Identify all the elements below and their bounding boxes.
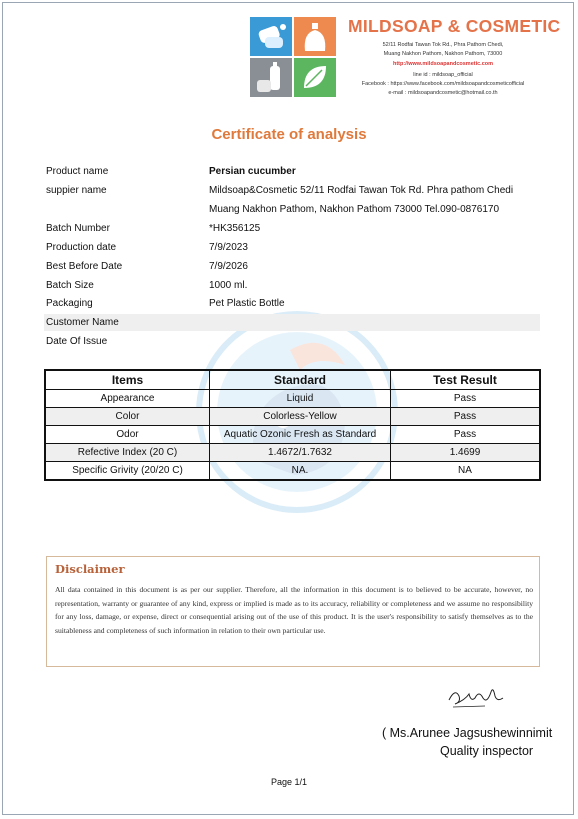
table-cell: Appearance [45, 390, 210, 408]
best-before-label: Best Before Date [46, 261, 123, 272]
inspector-name: ( Ms.Arunee Jagsushewinnimit [382, 726, 553, 740]
table-cell: Color [45, 408, 210, 426]
table-cell: 1.4699 [391, 444, 541, 462]
leaf-icon [294, 58, 336, 97]
supplier-name-label: suppier name [46, 185, 107, 196]
table-cell: Specific Grivity (20/20 C) [45, 462, 210, 481]
analysis-table [44, 369, 541, 481]
packaging-value: Pet Plastic Bottle [209, 298, 285, 309]
header-items: Items [45, 370, 210, 390]
company-name: MILDSOAP & COSMETIC [348, 16, 561, 36]
table-row [45, 444, 540, 462]
production-date-label: Production date [46, 242, 117, 253]
batch-number-label: Batch Number [46, 223, 110, 234]
table-cell: Liquid [210, 390, 391, 408]
packaging-label: Packaging [46, 298, 93, 309]
header-test-result: Test Result [391, 370, 541, 390]
table-header-row [45, 370, 540, 390]
table-cell: NA. [210, 462, 391, 481]
supplier-address-line-2: Muang Nakhon Pathom, Nakhon Pathom 73000 Tel.090-0876170 [209, 204, 500, 215]
batch-size-value: 1000 ml. [209, 280, 248, 291]
batch-number-value: *HK356125 [209, 223, 261, 234]
company-email: e-mail : mildsoapandcosmetic@hotmail.co.th [388, 90, 498, 96]
table-cell: Odor [45, 426, 210, 444]
supplier-address-line-1: Mildsoap&Cosmetic 52/11 Rodfai Tawan Tok Rd. Phra pathom Chedi [209, 185, 514, 196]
product-name-label: Product name [46, 166, 109, 177]
company-website-link[interactable]: http://www.mildsoapandcosmetic.com [392, 61, 494, 67]
company-address-1: 52/11 Rodfai Tawan Tok Rd., Phra Pathom Chedi, [382, 42, 504, 48]
bottle-icon [294, 17, 336, 56]
table-cell: 1.4672/1.7632 [210, 444, 391, 462]
handwritten-signature [445, 682, 505, 712]
company-address-2: Muang Nakhon Pathom, Nakhon Pathom, 73000 [383, 51, 503, 57]
product-name-value: Persian cucumber [209, 166, 296, 177]
company-facebook: Facebook : https://www.facebook.com/mildsoapandcosmeticofficial [361, 81, 525, 87]
soap-bar-icon [250, 17, 292, 56]
inspector-role: Quality inspector [440, 744, 534, 758]
batch-size-label: Batch Size [46, 280, 94, 291]
table-row [45, 390, 540, 408]
production-date-value: 7/9/2023 [209, 242, 248, 253]
table-cell: NA [391, 462, 541, 481]
table-row [45, 462, 540, 481]
table-cell: Refective Index (20 C) [45, 444, 210, 462]
page-number: Page 1/1 [270, 777, 308, 787]
disclaimer-box [46, 556, 540, 667]
table-row [45, 408, 540, 426]
table-cell: Aquatic Ozonic Fresh as Standard [210, 426, 391, 444]
table-cell: Pass [391, 390, 541, 408]
table-row [45, 426, 540, 444]
disclaimer-title: Disclaimer [55, 562, 125, 576]
table-cell: Colorless-Yellow [210, 408, 391, 426]
table-cell: Pass [391, 426, 541, 444]
customer-name-label: Customer Name [46, 317, 119, 328]
document-title: Certificate of analysis [211, 126, 367, 143]
table-cell: Pass [391, 408, 541, 426]
date-of-issue-label: Date Of Issue [46, 336, 108, 347]
best-before-value: 7/9/2026 [209, 261, 248, 272]
disclaimer-text: All data contained in this document is as per our supplier. Therefore, all the information in this document is to believed to be accurate, however, no representation, warranty or guarantee of any kind, express or implied is made as to its accuracy, reliability or completeness and we assume no responsibility for any loss, damage, or expense, direct or consequential arising out of the use of this product. It is the user's responsibility to satisfy themselves as to the suitableness and completeness of such information in relation to their own particular use. [55, 585, 533, 635]
cosmetic-jars-icon [250, 58, 292, 97]
company-logo [250, 17, 336, 97]
header-standard: Standard [210, 370, 391, 390]
company-line-id: line id : mildsoap_official [413, 72, 473, 78]
